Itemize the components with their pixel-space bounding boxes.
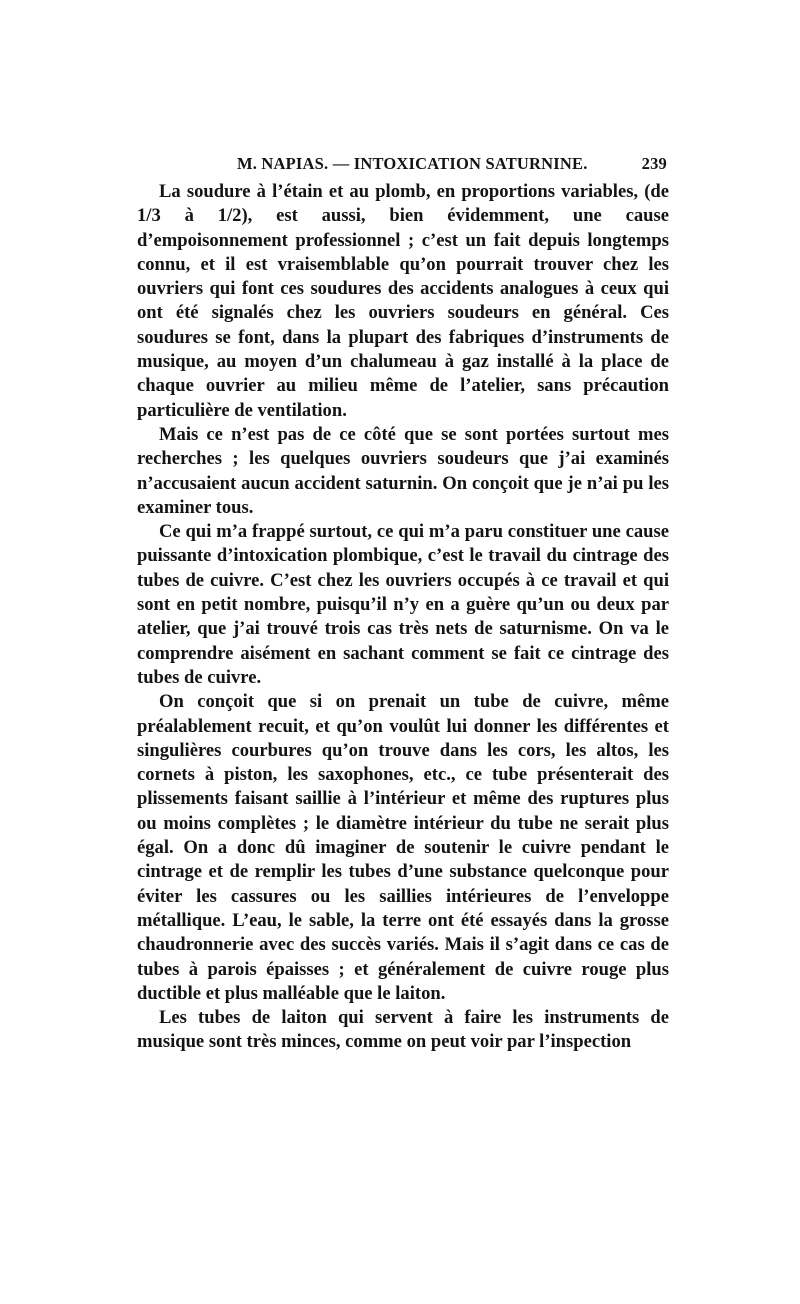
page-number: 239 — [641, 154, 667, 173]
book-page — [137, 150, 669, 1055]
paragraph: Mais ce n’est pas de ce côté que se sont portées surtout mes recherches ; les quelques ouvriers soudeurs que j’ai examinés n’accusaient aucun accident saturnin. On conçoit que je n’ai pu les examiner tous. — [137, 423, 669, 518]
paragraph: On conçoit que si on prenait un tube de cuivre, même préalablement recuit, et qu’on voulût lui donner les différentes et singulières courbures qu’on trouve dans les cors, les altos, les cornets à piston, les saxophones, etc., ce tube présenterait des plissements faisant saillie à l’intérieur et même des ruptures plus ou moins complètes ; le diamètre intérieur du tube ne serait plus égal. On a donc dû imaginer de soutenir le cuivre pendant le cintrage et de remplir les tubes d’une substance quelconque pour éviter les cassures ou les saillies intérieures de l’enveloppe métallique. L’eau, le sable, la terre ont été essayés dans la grosse chaudronnerie avec des succès variés. Mais il s’agit dans ce cas de tubes à parois épaisses ; et généralement de cuivre rouge plus ductible et plus malléable que le laiton. — [137, 691, 669, 1004]
body-text — [137, 180, 669, 1055]
paragraph: Ce qui m’a frappé surtout, ce qui m’a paru constituer une cause puissante d’intoxication plombique, c’est le travail du cintrage des tubes de cuivre. C’est chez les ouvriers occupés à ce travail et qui sont en petit nombre, puisqu’il n’y en a guère qu’un ou deux par atelier, que j’ai trouvé trois cas très nets de saturnisme. On va le comprendre aisément en sachant comment se fait ce cintrage des tubes de cuivre. — [137, 521, 669, 688]
running-title: M. NAPIAS. — INTOXICATION SATURNINE. — [237, 154, 588, 173]
running-head — [137, 150, 669, 180]
paragraph: La soudure à l’étain et au plomb, en proportions variables, (de 1/3 à 1/2), est aussi, bien évidemment, une cause d’empoisonnement professionnel ; c’est un fait depuis longtemps connu, et il est vraisemblable qu’on pourrait trouver chez les ouvriers qui font ces soudures des accidents analogues à ceux qui ont été signalés chez les ouvriers soudeurs en général. Ces soudures se font, dans la plupart des fabriques d’instruments de musique, au moyen d’un chalumeau à gaz installé à la place de chaque ouvrier au milieu même de l’atelier, sans précaution particulière de ventilation. — [137, 181, 669, 421]
paragraph: Les tubes de laiton qui servent à faire les instruments de musique sont très minces, comme on peut voir par l’inspection — [137, 1007, 669, 1053]
